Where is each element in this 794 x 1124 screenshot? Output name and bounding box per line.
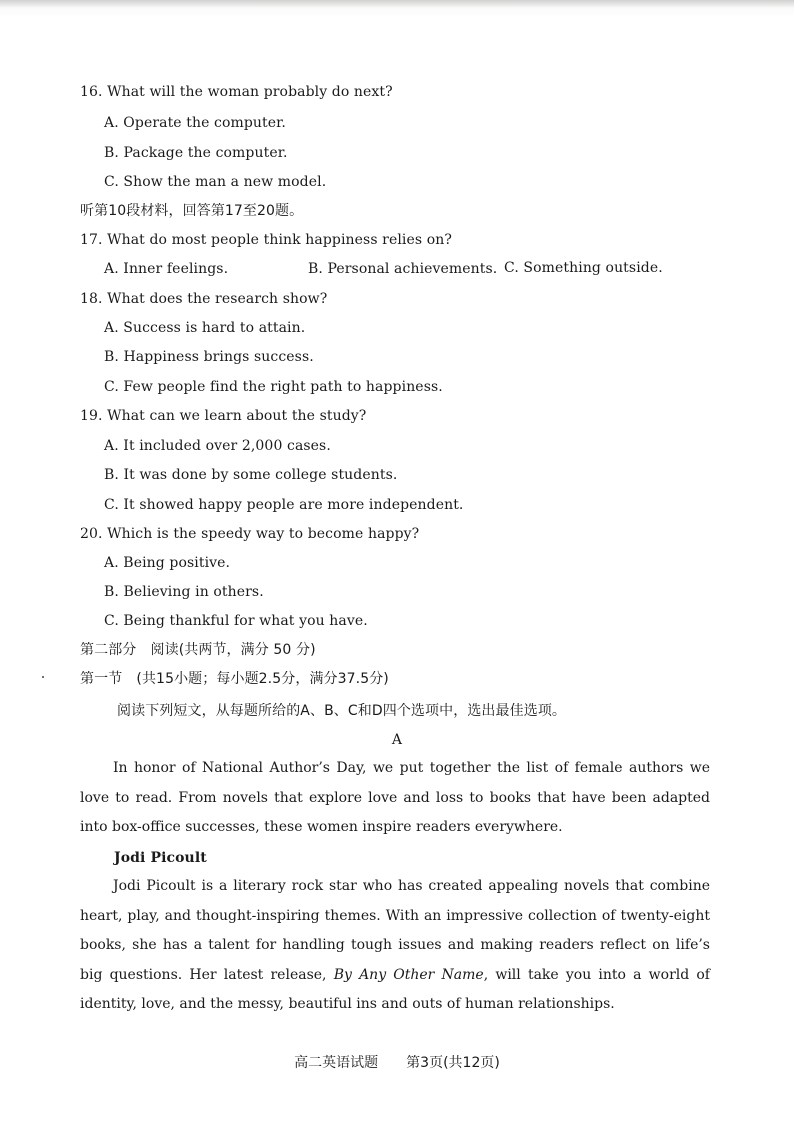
question-17-option-c: C. Something outside.	[504, 260, 663, 276]
listening-section-note: 听第10段材料，回答第17至20题。	[80, 203, 304, 219]
question-20-option-a: A. Being positive.	[104, 555, 231, 571]
question-18-option-b: B. Happiness brings success.	[104, 349, 314, 365]
question-19-stem: 19. What can we learn about the study?	[80, 408, 367, 424]
question-17-option-b: B. Personal achievements.	[308, 261, 498, 277]
question-20-option-c: C. Being thankful for what you have.	[104, 613, 368, 629]
passage-label: A	[391, 732, 403, 748]
page-footer	[0, 1054, 794, 1072]
question-18-stem: 18. What does the research show?	[80, 291, 328, 307]
reading-instruction: 阅读下列短文，从每题所给的A、B、C和D四个选项中，选出最佳选项。	[117, 703, 567, 719]
footer-subject: 高二英语试题	[294, 1055, 379, 1071]
question-18-option-c: C. Few people find the right path to happiness.	[104, 379, 443, 395]
scan-speck	[42, 676, 44, 678]
question-19-option-a: A. It included over 2,000 cases.	[104, 438, 331, 454]
part-2-heading: 第二部分 阅读(共两节，满分 50 分)	[80, 642, 316, 658]
question-19-option-b: B. It was done by some college students.	[104, 467, 398, 483]
section-1-heading: 第一节 (共15小题；每小题2.5分，满分37.5分)	[80, 671, 389, 687]
question-19-option-c: C. It showed happy people are more independent.	[104, 497, 464, 513]
question-17-option-a: A. Inner feelings.	[104, 261, 229, 277]
question-16-option-c: C. Show the man a new model.	[104, 174, 327, 190]
question-16-option-a: A. Operate the computer.	[104, 115, 286, 131]
footer-page-number: 第3页(共12页)	[406, 1055, 500, 1071]
question-20-stem: 20. Which is the speedy way to become happy?	[80, 526, 420, 542]
author-subheading: Jodi Picoult	[114, 850, 207, 866]
passage-intro: In honor of National Author’s Day, we put together the list of female authors we love to read. From novels that explore love and loss to books that have been adapted into box-office successes, these women inspire readers everywhere.	[80, 760, 710, 836]
author-paragraph-text: Jodi Picoult is a literary rock star who has created appealing novels that combine heart, play, and thought-inspiring themes. With an impressive collection of twenty-eight books, she has a talent for handling tough issues and making readers reflect on life’s big questions. Her latest release,	[80, 878, 710, 983]
scan-edge-shadow	[0, 0, 794, 8]
question-17-stem: 17. What do most people think happiness relies on?	[80, 232, 452, 248]
author-paragraph	[80, 872, 710, 1020]
question-18-option-a: A. Success is hard to attain.	[104, 320, 306, 336]
question-20-option-b: B. Believing in others.	[104, 584, 264, 600]
question-16-stem: 16. What will the woman probably do next?	[80, 84, 393, 100]
book-title: By Any Other Name	[333, 966, 484, 983]
question-16-option-b: B. Package the computer.	[104, 145, 288, 161]
author-paragraph-text-end: , will take you into a world of identity, love, and the messy, beautiful ins and outs of human relationships.	[80, 966, 710, 1013]
